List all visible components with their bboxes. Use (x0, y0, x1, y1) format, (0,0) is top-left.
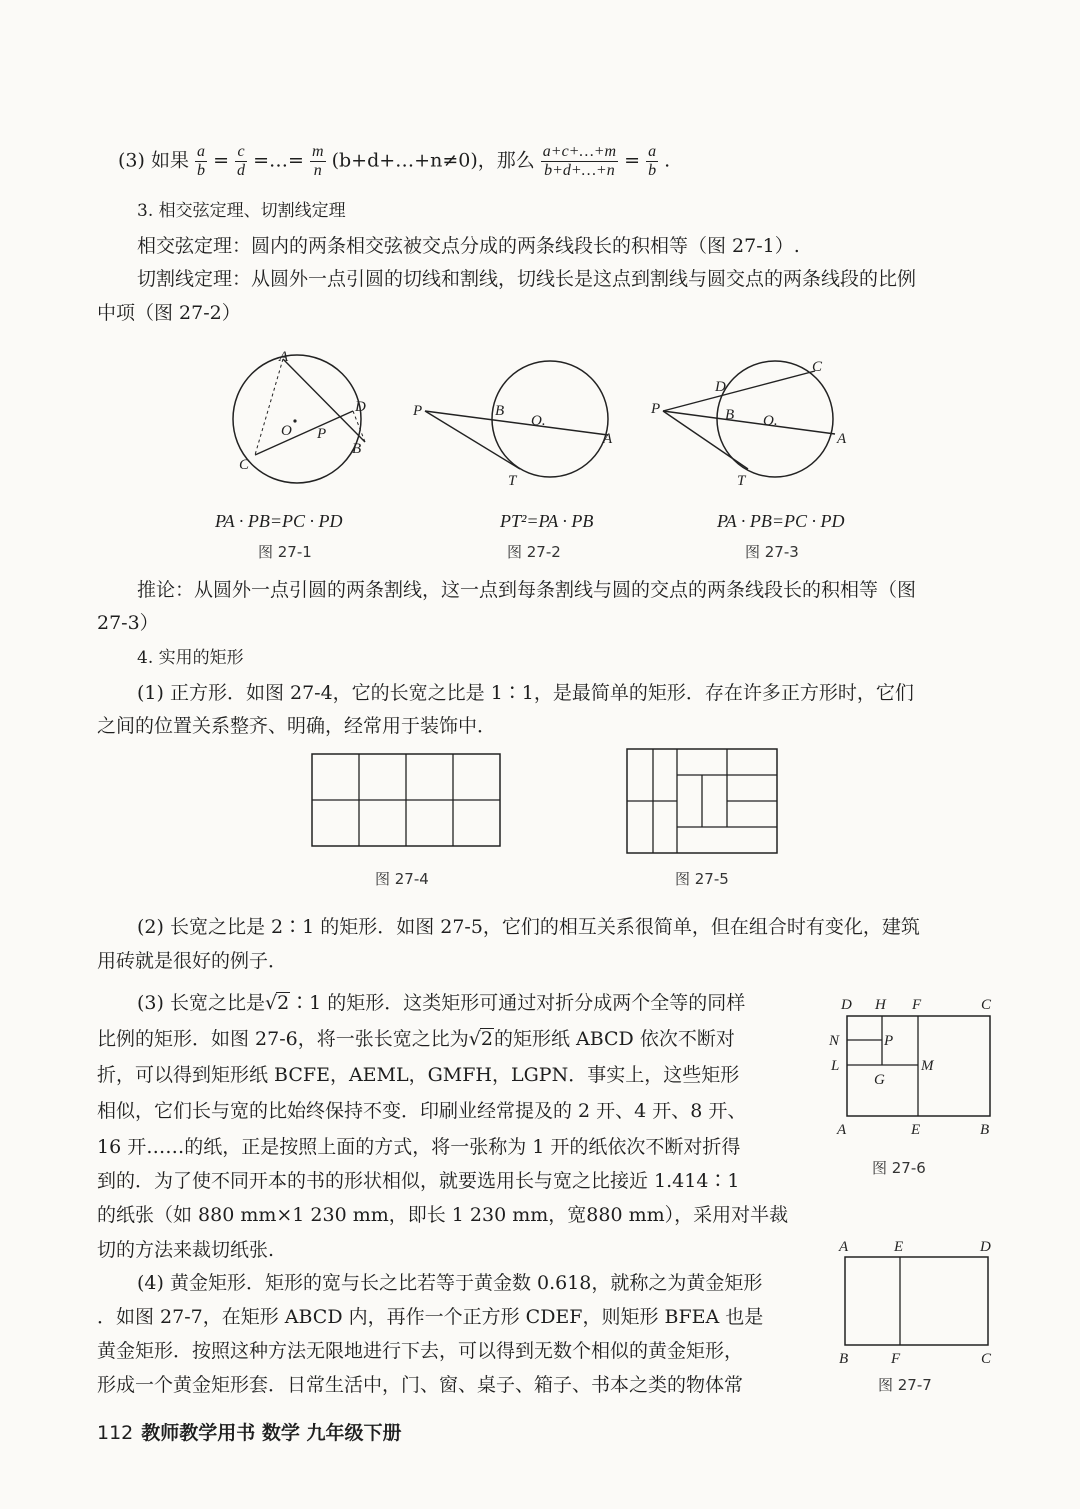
label-a: A (603, 431, 613, 447)
label-o: O (281, 423, 292, 439)
condition-text: (b+d+…+n≠0)，那么 (331, 149, 535, 172)
label-n: N (829, 1033, 840, 1049)
fraction-sum: $\frac{a+c+\dots+m}{b+d+\dots+n}$ (542, 143, 617, 179)
label-c: C (981, 997, 992, 1013)
figure-27-3-caption: 图 27-3 (745, 543, 799, 561)
label-e: E (911, 1122, 921, 1138)
figure-27-4-grid (310, 752, 502, 848)
figure-27-2-diagram (405, 345, 625, 495)
figure-27-3-diagram (645, 345, 865, 495)
square-paragraph-line-2: 之间的位置关系整齐、明确，经常用于装饰中． (97, 715, 497, 737)
tangent-pt (663, 411, 748, 469)
figure-27-5-caption: 图 27-5 (675, 870, 729, 888)
label-c: C (981, 1351, 992, 1367)
heading-section-3: 3. 相交弦定理、切割线定理 (137, 201, 346, 221)
corollary-line-1: 推论：从圆外一点引圆的两条割线，这一点到每条割线与圆的交点的两条线段长的积相等（图 (137, 579, 917, 601)
sqrt2-line-7: 的纸张（如 880 mm×1 230 mm，即长 1 230 mm，宽880 mm），采用对半裁 (97, 1204, 789, 1226)
label-b: B (352, 441, 362, 457)
label-c: C (812, 359, 823, 375)
fraction-c-d: $\frac{c}{d}$ (237, 143, 246, 179)
book-title: 教师教学用书 数学 九年级下册 (141, 1422, 402, 1444)
secant-pa (425, 411, 608, 435)
intersecting-chords-theorem: 相交弦定理：圆内的两条相交弦被交点分成的两条线段长的积相等（图 27-1）. (137, 235, 800, 257)
label-t: T (737, 473, 746, 489)
secant-tangent-theorem-line-2: 中项（图 27-2） (97, 302, 241, 324)
golden-line-2: ．如图 27-7，在矩形 ABCD 内，再作一个正方形 CDEF，则矩形 BFEA 也是 (97, 1306, 764, 1328)
sqrt2-line-4: 相似，它们长与宽的比始终保持不变．印刷业经常提及的 2 开、4 开、8 开、 (97, 1100, 747, 1122)
label-p: P (413, 403, 423, 419)
label-a: A (837, 431, 847, 447)
figure-27-7-diagram (833, 1235, 998, 1367)
label-a: A (279, 349, 289, 365)
sqrt2-line-1: (3) 长宽之比是√2∶1 的矩形．这类矩形可通过对折分成两个全等的同样 (137, 992, 746, 1014)
square-paragraph-line-1: (1) 正方形．如图 27-4，它的长宽之比是 1∶1，是最简单的矩形．存在许多正方形时，它们 (137, 682, 914, 704)
figure-27-1-diagram (225, 345, 385, 495)
sqrt2-line-8: 切的方法来裁切纸张. (97, 1239, 275, 1261)
figure-27-1-caption: 图 27-1 (258, 543, 312, 561)
figure-27-2-formula: PT²=PA · PB (500, 511, 594, 531)
label-b: B (980, 1122, 990, 1138)
circle (492, 361, 608, 477)
sqrt2-line-5: 16 开……的纸，正是按照上面的方式，将一张称为 1 开的纸依次不断对折得 (97, 1136, 741, 1158)
label-c: C (239, 457, 250, 473)
label-o: O. (763, 413, 778, 429)
label-t: T (508, 473, 517, 489)
label-d: D (980, 1239, 991, 1255)
label-h: H (875, 997, 886, 1013)
secant-pc (663, 371, 815, 411)
label-g: G (874, 1072, 885, 1088)
ratio-2-1-line-1: (2) 长宽之比是 2∶1 的矩形．如图 27-5，它们的相互关系很简单，但在组合时有变化，建筑 (137, 916, 920, 938)
figure-27-3-formula: PA · PB=PC · PD (717, 511, 845, 531)
sqrt2-line-6: 到的．为了使不同开本的书的形状相似，就要选用长与宽之比接近 1.414∶1 (97, 1170, 740, 1192)
page-footer (97, 1418, 402, 1445)
secant-pa (663, 411, 835, 434)
label-d: D (715, 379, 726, 395)
label-p: P (884, 1033, 894, 1049)
radicand: 2 (480, 1028, 493, 1050)
golden-line-3: 黄金矩形．按照这种方法无限地进行下去，可以得到无数个相似的黄金矩形， (97, 1340, 744, 1362)
sqrt2-line-2: 比例的矩形．如图 27-6，将一张长宽之比为√2的矩形纸 ABCD 依次不断对 (97, 1028, 735, 1050)
radical-sign: √ (264, 992, 278, 1014)
sqrt2-line-3: 折，可以得到矩形纸 BCFE，AEML，GMFH，LGPN．事实上，这些矩形 (97, 1064, 740, 1086)
corollary-line-2: 27-3） (97, 612, 159, 634)
ratio-2-1-line-2: 用砖就是很好的例子． (97, 950, 288, 972)
proportion-property-line: (3) 如果 $\frac{a}{b}$ = $\frac{c}{d}$ =…= $\frac{m}{n}$ (b+d+…+n≠0)，那么 $\frac{a+c+\dots+m}{b+d+\dots+n}$ = $\frac{a}{b}$ . (118, 143, 671, 179)
tangent-pt (425, 411, 520, 469)
rect-abcd (845, 1257, 988, 1345)
label-b: B (495, 403, 505, 419)
equals-sign: = (213, 149, 229, 172)
fraction-m-n: $\frac{m}{n}$ (311, 143, 324, 179)
label-d: D (355, 399, 366, 415)
label-d: D (841, 997, 852, 1013)
radicand: 2 (277, 992, 290, 1014)
figure-27-5-bricks (625, 747, 779, 855)
label-l: L (831, 1058, 840, 1074)
label-a: A (839, 1239, 849, 1255)
figure-27-6-caption: 图 27-6 (872, 1159, 926, 1177)
fraction-a-b-2: $\frac{a}{b}$ (648, 143, 657, 179)
label-f: F (912, 997, 922, 1013)
figure-27-4-caption: 图 27-4 (375, 870, 429, 888)
golden-line-4: 形成一个黄金矩形套．日常生活中，门、窗、桌子、箱子、书本之类的物体常 (97, 1374, 744, 1396)
secant-tangent-theorem-line-1: 切割线定理：从圆外一点引圆的切线和割线，切线长是这点到割线与圆交点的两条线段的比例 (137, 268, 917, 290)
golden-line-1: (4) 黄金矩形．矩形的宽与长之比若等于黄金数 0.618，就称之为黄金矩形 (137, 1272, 763, 1294)
figure-27-1-formula: PA · PB=PC · PD (215, 511, 343, 531)
label-e: E (894, 1239, 904, 1255)
item-prefix: (3) 如果 (118, 149, 189, 172)
label-b: B (839, 1351, 849, 1367)
center-point (293, 419, 296, 422)
radical-sign: √ (468, 1028, 481, 1050)
label-a: A (837, 1122, 847, 1138)
label-p: P (317, 426, 327, 442)
equals-ellipsis: =…= (253, 149, 304, 172)
figure-27-6-diagram (825, 993, 1000, 1141)
label-b: B (725, 407, 735, 423)
label-o: O. (531, 413, 546, 429)
label-f: F (891, 1351, 901, 1367)
figure-27-7-caption: 图 27-7 (878, 1376, 932, 1394)
dashed-ac (255, 359, 283, 455)
fraction-a-b: $\frac{a}{b}$ (197, 143, 206, 179)
figure-27-2-caption: 图 27-2 (507, 543, 561, 561)
chord-cd (255, 411, 353, 455)
label-m: M (921, 1058, 934, 1074)
heading-section-4: 4. 实用的矩形 (137, 648, 244, 668)
page-number: 112 (97, 1422, 134, 1444)
equals-sign-2: = (624, 149, 641, 172)
label-p: P (651, 401, 661, 417)
